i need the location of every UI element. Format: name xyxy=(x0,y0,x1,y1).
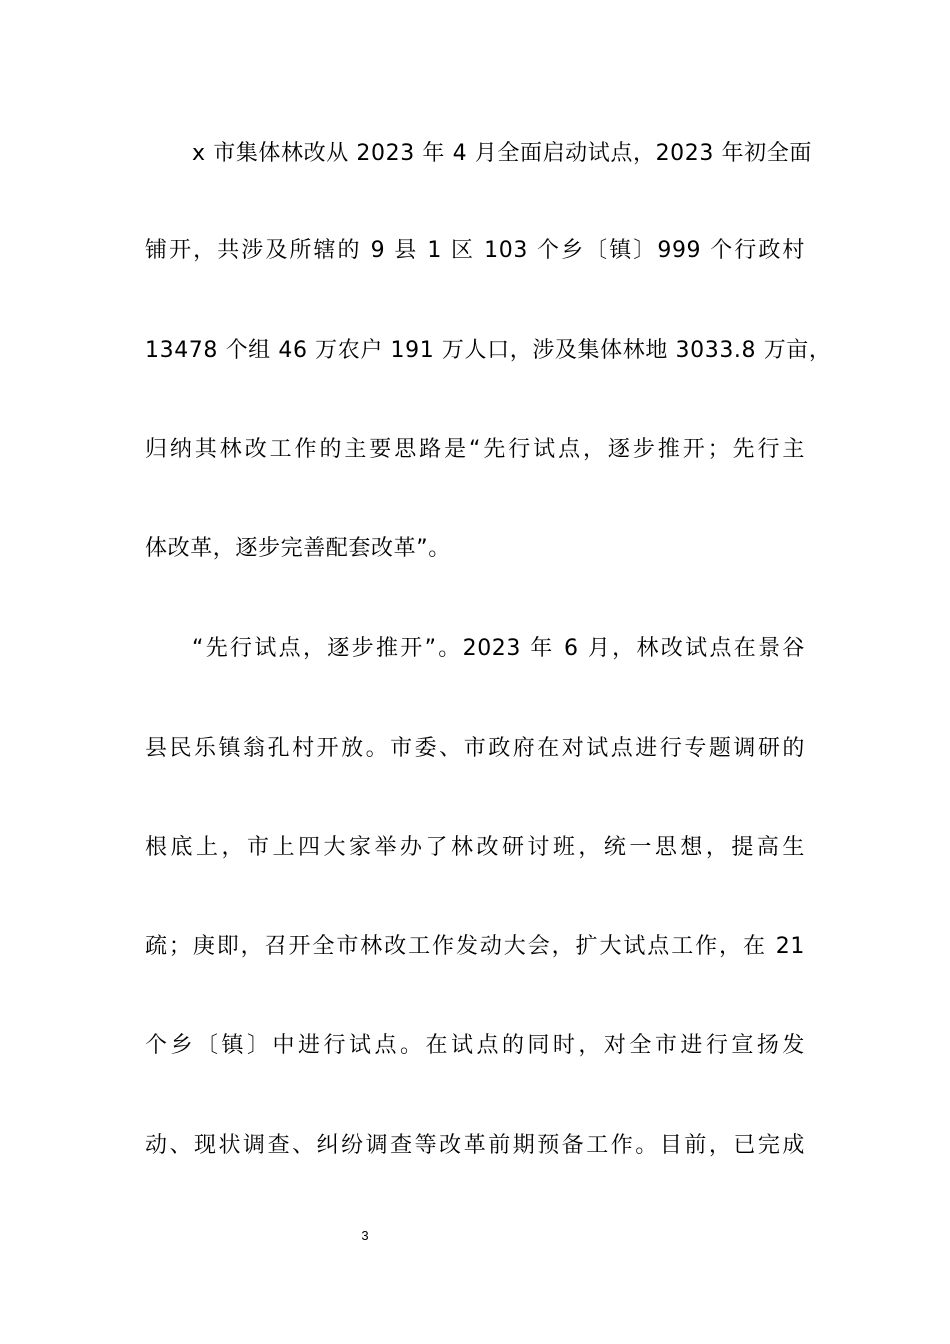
paragraph-1-line-4: 归纳其林改工作的主要思路是“先行试点，逐步推开；先行主 xyxy=(145,437,805,462)
paragraph-2-line-3: 根底上，市上四大家举办了林改研讨班，统一思想，提高生 xyxy=(145,835,805,860)
page-number: 3 xyxy=(361,1228,369,1243)
paragraph-1-line-5: 体改革，逐步完善配套改革”。 xyxy=(145,536,451,561)
paragraph-1-line-3: 13478 个组 46 万农户 191 万人口，涉及集体林地 3033.8 万亩， xyxy=(145,338,832,363)
paragraph-2-line-4: 疏；庚即，召开全市林改工作发动大会，扩大试点工作，在 21 xyxy=(145,934,805,959)
paragraph-2-line-2: 县民乐镇翁孔村开放。市委、市政府在对试点进行专题调研的 xyxy=(145,736,805,761)
paragraph-2-line-1: “先行试点，逐步推开”。2023 年 6 月，林改试点在景谷 xyxy=(192,636,805,661)
paragraph-1-line-1: x 市集体林改从 2023 年 4 月全面启动试点，2023 年初全面 xyxy=(192,141,812,166)
paragraph-2-line-6: 动、现状调查、纠纷调查等改革前期预备工作。目前，已完成 xyxy=(145,1133,805,1158)
paragraph-1-line-2: 铺开，共涉及所辖的 9 县 1 区 103 个乡〔镇〕999 个行政村 xyxy=(145,238,805,263)
paragraph-2-line-5: 个乡〔镇〕中进行试点。在试点的同时，对全市进行宣扬发 xyxy=(145,1033,805,1058)
